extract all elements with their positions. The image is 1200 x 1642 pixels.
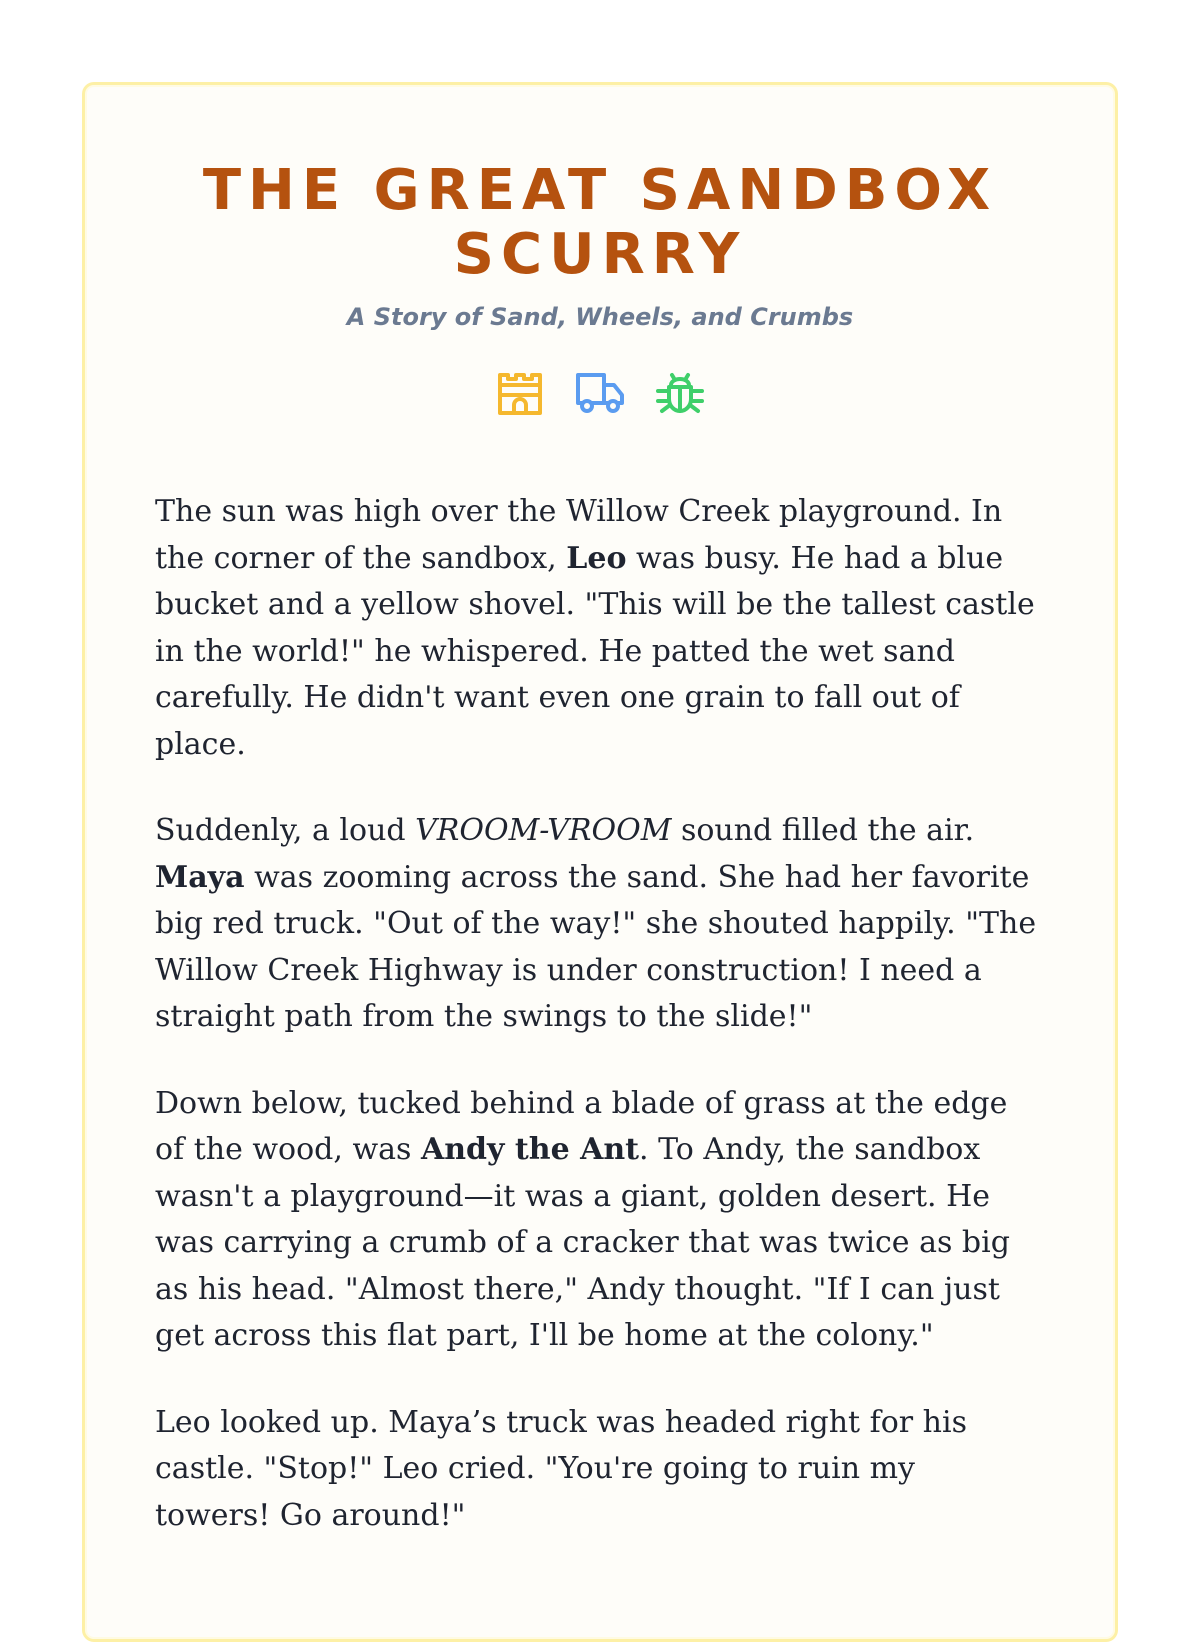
story-title: THE GREAT SANDBOX SCURRY: [202, 158, 998, 287]
story-paragraph: [155, 489, 1039, 768]
character-name: Leo: [566, 540, 627, 576]
text-run: Suddenly, a loud: [155, 813, 416, 848]
text-run: sound filled the air.: [671, 813, 975, 848]
text-run: was busy. He had a blue bucket and a yellow shovel. "This will be the tallest castle in the world!" he whispered. He patted the wet sand carefully. He didn't want even one grain to fall out of place.: [155, 540, 1035, 762]
text-run: Down below, tucked behind a blade of grass at the edge of the wood, was: [155, 1085, 1008, 1167]
story-subtitle: A Story of Sand, Wheels, and Crumbs: [346, 303, 854, 331]
text-run: . To Andy, the sandbox wasn't a playground—it was a giant, golden desert. He was carrying a crumb of a cracker that was twice as big as his head. "Almost there," Andy thought. "If I can just get across this flat part, I'll be home at the colony.": [155, 1132, 1010, 1353]
story-body: [155, 489, 1039, 1579]
text-run: The sun was high over the Willow Creek playground. In the corner of the sandbox,: [155, 494, 1003, 576]
sound-effect: VROOM-VROOM: [415, 813, 672, 848]
text-run: Leo looked up. Maya’s truck was headed right for his castle. "Stop!" Leo cried. "You're going to ruin my towers! Go around!": [155, 1404, 967, 1533]
story-paragraph: [155, 1400, 1039, 1540]
story-paragraph: [155, 1081, 1039, 1360]
character-name: Andy the Ant: [420, 1132, 640, 1167]
castle-icon: [494, 367, 546, 417]
story-card: [82, 82, 1118, 1642]
bug-icon: [654, 367, 706, 417]
story-paragraph: [155, 808, 1039, 1041]
character-name: Maya: [155, 859, 245, 895]
text-run: was zooming across the sand. She had her favorite big red truck. "Out of the way!" she shouted happily. "The Willow Creek Highway is under construction! I need a straight path from the swings to the slide!": [155, 859, 1037, 1034]
icon-row: [85, 367, 1115, 417]
truck-icon: [574, 367, 626, 417]
